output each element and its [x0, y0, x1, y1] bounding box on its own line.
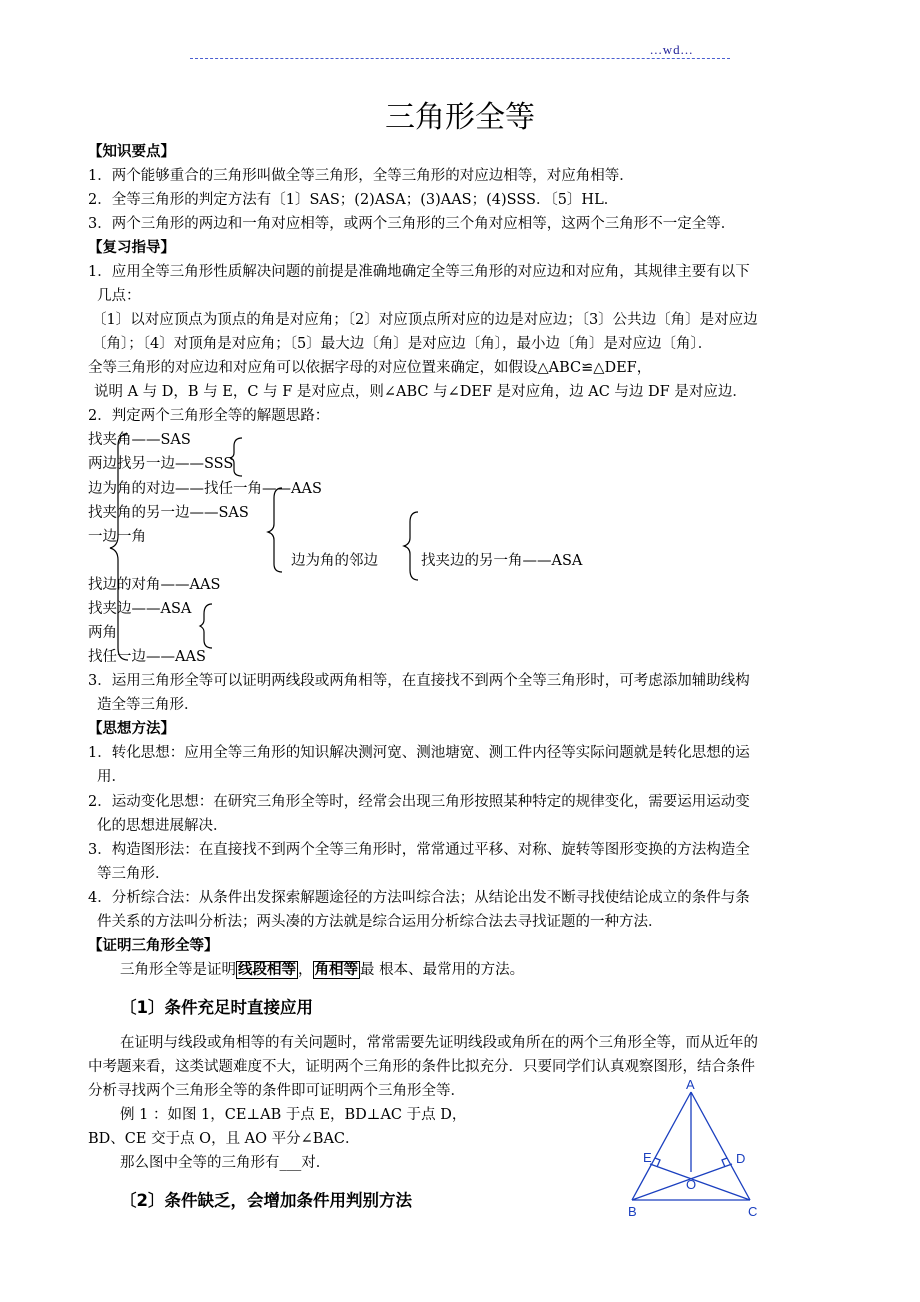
- label-a: A: [686, 1077, 695, 1092]
- tree-item: 找夹边——ASA: [88, 601, 192, 617]
- knowledge-line-2: 2．全等三角形的判定方法有〔1〕SAS；(2)ASA；(3)AAS；(4)SSS．〔5〕HL．: [88, 192, 619, 208]
- proof-subheading-2: 〔2〕条件缺乏，会增加条件用判别方法: [120, 1191, 412, 1210]
- tree-item: 一边一角: [88, 529, 146, 545]
- methods-3-line1: 3．构造图形法：在直接找不到两个全等三角形时，常常通过平移、对称、旋转等图形变换的方法构造全: [88, 842, 750, 858]
- example-line3: 那么图中全等的三角形有___对．: [120, 1155, 331, 1171]
- methods-4-line2: 件关系的方法叫分析法；两头凑的方法就是综合运用分析综合法去寻找证题的一种方法．: [97, 914, 663, 930]
- proof-para1-line2: 中考题来看，这类试题难度不大，证明两个三角形的条件比拟充分．只要同学们认真观察图形，结合条件: [88, 1059, 755, 1075]
- segment-bd: [632, 1164, 732, 1200]
- proof-para1-line1: 在证明与线段或角相等的有关问题时，常常需要先证明线段或角所在的两个三角形全等，而从近年的: [120, 1035, 758, 1051]
- middle-brace: [268, 488, 282, 572]
- small-brace-top: [230, 438, 242, 476]
- methods-1-line1: 1．转化思想：应用全等三角形的知识解决测河宽、测池塘宽、测工件内径等实际问题就是转化思想的运: [88, 745, 750, 761]
- knowledge-line-1: 1．两个能够重合的三角形叫做全等三角形，全等三角形的对应边相等，对应角相等．: [88, 168, 634, 184]
- review-heading: 【复习指导】: [88, 240, 175, 256]
- review-p1-line1: 1．应用全等三角形性质解决问题的前提是准确地确定全等三角形的对应边和对应角，其规律主要有以下: [88, 264, 750, 280]
- review-p2: 2．判定两个三角形全等的解题思路：: [88, 408, 330, 424]
- label-o: O: [686, 1177, 697, 1192]
- proof-subheading-1: 〔1〕条件充足时直接应用: [120, 998, 313, 1017]
- knowledge-heading: 【知识要点】: [88, 144, 175, 160]
- label-b: B: [628, 1204, 637, 1219]
- example-line1: 例 1 ：如图 1，CE⊥AB 于点 E，BD⊥AC 于点 D，: [120, 1107, 467, 1123]
- proof-box-angles: 角相等: [314, 962, 358, 978]
- methods-2-line2: 化的思想进展解决．: [97, 818, 228, 834]
- tree-item: 两边找另一边——SSS: [88, 456, 234, 472]
- tree-item: 边为角的邻边: [291, 553, 378, 569]
- tree-item: 边为角的对边——找任一角——AAS: [88, 481, 322, 497]
- big-brace: [110, 434, 128, 660]
- header-dashed-line: [190, 58, 730, 59]
- header-mark: ...wd...: [650, 42, 694, 57]
- review-p1-line2: 几点：: [97, 288, 141, 304]
- proof-heading: 【证明三角形全等】: [88, 938, 219, 954]
- right-brace: [404, 512, 418, 580]
- segment-ac: [691, 1092, 750, 1200]
- methods-1-line2: 用．: [97, 769, 126, 785]
- tree-item: 两角: [88, 625, 117, 641]
- tree-item: 找夹角——SAS: [88, 432, 191, 448]
- review-p3-line1: 3．运用三角形全等可以证明两线段或两角相等，在直接找不到两个全等三角形时，可考虑添加辅助线构: [88, 673, 750, 689]
- tree-item: 找夹角的另一边——SAS: [88, 505, 249, 521]
- methods-4-line1: 4．分析综合法：从条件出发探索解题途径的方法叫综合法；从结论出发不断寻找使结论成立的条件与条: [88, 890, 750, 906]
- label-d: D: [736, 1151, 746, 1166]
- review-rules-line1: 〔1〕以对应顶点为顶点的角是对应角；〔2〕对应顶点所对应的边是对应边；〔3〕公共边〔角〕是对应边: [92, 312, 758, 328]
- tree-item: 找任一边——AAS: [88, 649, 206, 665]
- methods-3-line2: 等三角形．: [97, 866, 170, 882]
- proof-para1-line3: 分析寻找两个三角形全等的条件即可证明两个三角形全等．: [88, 1083, 465, 1099]
- segment-ce: [650, 1164, 750, 1200]
- proof-intro-post: 最 根本、最常用的方法。: [360, 962, 525, 978]
- review-rules-line2: 〔角〕；〔4〕对顶角是对应角；〔5〕最大边〔角〕是对应边〔角〕，最小边〔角〕是对应边〔角〕．: [92, 336, 713, 352]
- tree-item: 找夹边的另一角——ASA: [421, 553, 583, 569]
- triangle-figure: [620, 1076, 770, 1221]
- review-corr-line1: 全等三角形的对应边和对应角可以依据字母的对应位置来确定，如假设△ABC≌△DEF，: [88, 360, 652, 376]
- example-line2: BD、CE 交于点 O，且 AO 平分∠BAC．: [88, 1131, 360, 1147]
- proof-intro: [120, 958, 524, 979]
- review-corr-line2: 说明 A 与 D，B 与 E，C 与 F 是对应点，则∠ABC 与∠DEF 是对应角，边 AC 与边 DF 是对应边．: [94, 384, 747, 400]
- label-c: C: [748, 1204, 758, 1219]
- methods-2-line1: 2．运动变化思想：在研究三角形全等时，经常会出现三角形按照某种特定的规律变化，需要运用运动变: [88, 794, 750, 810]
- page-title: 三角形全等: [385, 100, 535, 135]
- tree-braces: [100, 426, 430, 666]
- knowledge-line-3: 3．两个三角形的两边和一角对应相等，或两个三角形的三个角对应相等，这两个三角形不一定全等．: [88, 216, 736, 232]
- label-e: E: [643, 1150, 652, 1165]
- proof-box-segments: 线段相等: [238, 962, 296, 978]
- tree-item: 找边的对角——AAS: [88, 577, 221, 593]
- proof-intro-comma: ，: [298, 962, 313, 978]
- review-p3-line2: 造全等三角形．: [97, 697, 199, 713]
- segment-ab: [632, 1092, 691, 1200]
- small-brace-bottom: [200, 604, 212, 648]
- proof-intro-pre: 三角形全等是证明: [120, 962, 236, 978]
- methods-heading: 【思想方法】: [88, 721, 175, 737]
